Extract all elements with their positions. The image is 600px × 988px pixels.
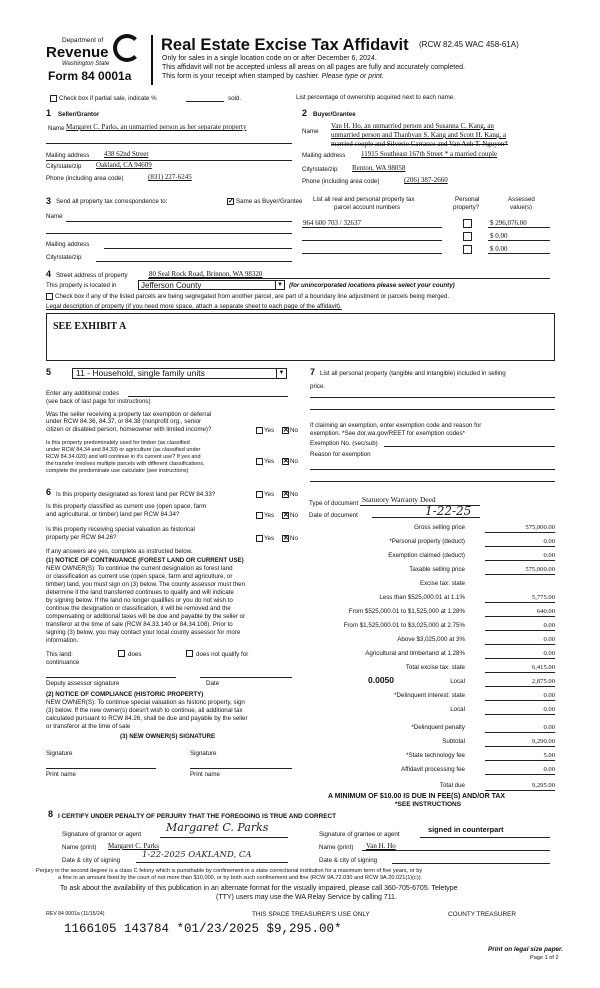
- tax-row: Local 2,875.00: [450, 678, 555, 685]
- seller-name[interactable]: Margaret C. Parks, an unmarried person as her separate property: [66, 123, 247, 131]
- county-treasurer-label: COUNTY TREASURER: [448, 911, 516, 918]
- exemption-reason-label: Reason for exemption: [310, 451, 371, 458]
- tax-row: Total excise tax: state 6,415.00: [405, 664, 555, 671]
- timber-q-2: under RCW 84.34 and 84.33) or agriculture (as classified under: [46, 447, 201, 453]
- tax-value[interactable]: 0.00: [485, 538, 555, 547]
- doc-date-label: Date of document: [309, 512, 358, 519]
- availability-note-2: (TTY) users may use the WA Relay Service by calling 711.: [216, 894, 397, 901]
- personal-checkbox-2[interactable]: [463, 232, 472, 241]
- tax-value[interactable]: 575,000.00: [485, 566, 555, 575]
- notice-1-line-2: timber) land, you must sign on (3) below. The county assessor must then: [46, 581, 246, 588]
- buyer-name-1[interactable]: Van H. Ho, an unmarried person and Susanna C. Kang, an: [331, 122, 494, 130]
- buyer-address[interactable]: 11915 Southeast 167th Street * a married couple: [361, 150, 498, 158]
- tax-value[interactable]: 0.00: [485, 724, 555, 733]
- grantee-date-label: Date & city of signing: [319, 857, 378, 864]
- land-use-select[interactable]: [72, 368, 287, 379]
- personal-checkbox-1[interactable]: [463, 219, 472, 228]
- tax-value[interactable]: 0.00: [485, 622, 555, 631]
- tax-row: Affidavit processing fee 0.00: [401, 766, 555, 773]
- buyer-name-2[interactable]: unmarried person and Thanhvan S. Kang and Scott H. Kang, a: [331, 131, 507, 139]
- header-note-1: Only for sales in a single location code on or after December 6, 2024.: [162, 55, 377, 62]
- notice-2-heading: (2) NOTICE OF COMPLIANCE (HISTORIC PROPERTY): [46, 691, 204, 698]
- personal-property-label-1: List all personal property (tangible and intangible) included in selling: [320, 370, 506, 377]
- tax-value[interactable]: 0.00: [485, 650, 555, 659]
- notice-3-heading: (3) NEW OWNER(S) SIGNATURE: [120, 733, 216, 740]
- page-number: Page 1 of 2: [530, 955, 559, 961]
- notice-2-line-2: calculated pursuant to RCW 84.26, shall be due and payable by the seller: [46, 715, 248, 722]
- exhibit-reference: SEE EXHIBIT A: [53, 321, 127, 332]
- notice-1-line-8: signing (3) below, you may contact your local county assessor for more: [46, 629, 241, 636]
- section-1-number: 1: [46, 108, 52, 118]
- exemption-q-1: Was the seller receiving a property tax exemption or deferral: [46, 411, 212, 418]
- print-name-label-2: Print name: [190, 771, 220, 778]
- tax-row: Less than $525,000.01 at 1.1% 5,775.00: [379, 594, 555, 601]
- partial-sale-checkbox[interactable]: [50, 95, 57, 102]
- tax-value[interactable]: 9,295.00: [485, 782, 555, 791]
- grantor-date-label: Date & city of signing: [62, 857, 121, 864]
- tax-value[interactable]: 5.00: [485, 752, 555, 761]
- land-use-value: 11 - Household, single family units: [76, 368, 205, 378]
- seller-heading: Seller/Grantor: [58, 111, 100, 118]
- tax-row: Exemption claimed (deduct) 0.00: [388, 552, 555, 559]
- tax-row: *Delinquent interest: state 0.00: [394, 692, 555, 699]
- buyer-city-label: City/state/zip: [302, 166, 338, 173]
- yes-label: Yes: [264, 535, 275, 542]
- assessed-value-2[interactable]: $ 0.00: [490, 232, 508, 240]
- yes-label: Yes: [264, 491, 275, 498]
- additional-codes-note: (see back of last page for instructions): [46, 398, 151, 405]
- assessed-header-2: value(s): [510, 204, 533, 211]
- tax-row: Agricultural and timberland at 1.28% 0.00: [365, 650, 555, 657]
- correspondence-label: Send all property tax correspondence to:: [56, 198, 168, 205]
- exemption-yes-checkbox[interactable]: [256, 427, 263, 434]
- notice-1-heading: (1) NOTICE OF CONTINUANCE (FOREST LAND OR CURRENT USE): [46, 557, 244, 564]
- segregation-label: Check box if any of the listed parcels are being segregated from another parcel, are part of a boundary line adjustment or parcels being merged.: [55, 293, 450, 300]
- section-5-number: 5: [46, 367, 52, 377]
- grantee-print-name[interactable]: Van H. Ho: [366, 842, 396, 850]
- personal-header-1: Personal: [455, 196, 480, 203]
- parcels-header-1: List all real and personal property tax: [313, 196, 415, 203]
- no-label: No: [290, 535, 298, 542]
- state-label: Washington State: [62, 61, 110, 67]
- timber-no-checkbox[interactable]: ✕: [283, 458, 289, 465]
- chevron-down-icon: ▼: [276, 369, 286, 378]
- buyer-city[interactable]: Renton, WA 98058: [352, 164, 406, 172]
- county-value: Jefferson County: [141, 281, 202, 290]
- legal-size-note: Print on legal size paper.: [488, 946, 563, 953]
- minimum-fee-note: A MINIMUM OF $10.00 IS DUE IN FEE(S) AND/OR TAX: [328, 793, 506, 800]
- grantor-date-city[interactable]: 1-22-2025 OAKLAND, CA: [142, 850, 252, 860]
- buyer-address-label: Mailing address: [302, 152, 346, 159]
- doc-type[interactable]: Statutory Warranty Deed: [362, 495, 436, 504]
- assessed-value-1[interactable]: $ 296,076.00: [490, 219, 527, 227]
- same-as-buyer-checkbox[interactable]: ✓: [228, 198, 234, 205]
- county-label: This property is located in: [46, 282, 117, 289]
- revenue-logo-text: Revenue: [46, 44, 109, 61]
- tax-row: From $525,000.01 to $1,525,000 at 1.28% 640.00: [348, 608, 555, 615]
- forest-q: Is this property designated as forest land per RCW 84.33?: [56, 491, 216, 498]
- deputy-date-label: Date: [206, 680, 220, 687]
- tax-row: Subtotal 9,290.00: [442, 738, 555, 745]
- current-use-q-1: Is this property classified as current use (open space, farm: [46, 503, 207, 510]
- minimum-fee-instructions: *SEE INSTRUCTIONS: [395, 801, 462, 808]
- segregation-checkbox[interactable]: [46, 293, 53, 300]
- partial-sale-label: Check box if partial sale, indicate %: [59, 95, 157, 102]
- exemption-claim-1: If claiming an exemption, enter exemption code and reason for: [310, 422, 482, 429]
- notice-2-line-3: or transferor at the time of sale: [46, 723, 131, 730]
- tax-value[interactable]: 575,000.00: [485, 524, 555, 533]
- seller-phone-label: Phone (including area code): [46, 175, 124, 182]
- tax-value[interactable]: 640.00: [485, 608, 555, 617]
- buyer-name-3[interactable]: married couple and Silverio Carrasco and Van Anh T. Nguyen*: [331, 140, 508, 148]
- exemption-claim-2: exemption. *See dor.wa.gov/REET for exemption codes*: [310, 430, 466, 437]
- notice-2-line-0: NEW OWNER(S): To continue special valuation as historic property, sign: [46, 699, 245, 706]
- grantee-print-label: Name (print): [319, 844, 354, 851]
- print-name-label-1: Print name: [46, 771, 76, 778]
- logo-icon: [113, 34, 141, 62]
- section-8-number: 8: [48, 809, 54, 819]
- yes-label: Yes: [264, 458, 275, 465]
- historic-q-2: property per RCW 84.26?: [46, 534, 117, 541]
- seller-city[interactable]: Oakland, CA 94609: [96, 161, 152, 169]
- tax-value[interactable]: 0.00: [485, 636, 555, 645]
- personal-header-2: property?: [453, 204, 480, 211]
- timber-q-4: the transfer involves multiple parcels with different classifications,: [46, 461, 205, 467]
- current-use-yes-checkbox[interactable]: [256, 512, 263, 519]
- notice-1-line-9: information.: [46, 637, 79, 644]
- no-label: No: [290, 512, 298, 519]
- exemption-no-checkbox[interactable]: ✕: [283, 427, 289, 434]
- no-label: No: [290, 491, 298, 498]
- grantor-print-name[interactable]: Margaret C. Parks: [108, 842, 159, 850]
- tax-row: *State technology fee 5.00: [406, 752, 555, 759]
- notice-1-line-1: or classification as current use (open space, farm and agriculture, or: [46, 573, 233, 580]
- buyer-name-label: Name: [302, 128, 319, 135]
- form-number: Form 84 0001a: [48, 69, 132, 83]
- timber-q-5: complete the predominate use calculator (see instructions): [46, 468, 189, 474]
- county-note: (for unincorporated locations please select your county): [289, 282, 455, 289]
- does-checkbox[interactable]: [118, 650, 125, 657]
- exemption-q-2: under RCW 84.36, 84.37, or 84.38 (nonprofit org., senior: [46, 418, 202, 425]
- tax-row: Gross selling price 575,000.00: [414, 524, 555, 531]
- historic-q-1: Is this property receiving special valuation as historical: [46, 526, 195, 533]
- seller-city-label: City/state/zip: [46, 163, 82, 170]
- forest-no-checkbox[interactable]: ✕: [283, 491, 289, 498]
- revision-label: REV 84 0001a (11/15/24): [46, 911, 105, 917]
- notice-1-line-4: by signing below. If the land no longer qualifies or you do not wish to: [46, 597, 233, 604]
- buyer-phone[interactable]: (206) 387-2660: [404, 176, 448, 184]
- section-2-number: 2: [302, 108, 308, 118]
- grantor-signature-label: Signature of grantor or agent: [62, 831, 142, 838]
- parcel-acct-1[interactable]: 964 600 703 / 32637: [303, 219, 361, 227]
- continuance-label: continuance: [46, 659, 80, 666]
- notice-2-line-1: (3) below. If the new owner(s) doesn't wish to continue, all additional tax: [46, 707, 243, 714]
- chevron-down-icon: ▼: [275, 281, 284, 289]
- doc-date[interactable]: 1-22-25: [425, 504, 472, 518]
- header-note-2: This affidavit will not be accepted unless all areas on all pages are fully and accurately completed.: [162, 64, 465, 71]
- parcels-header-2: parcel account numbers: [334, 204, 401, 211]
- current-use-no-checkbox[interactable]: ✕: [283, 512, 289, 519]
- assessed-value-3[interactable]: $ 0.00: [490, 245, 508, 253]
- deputy-signature-label: Deputy assessor signature: [46, 680, 120, 687]
- assessed-header-1: Assessed: [508, 196, 535, 203]
- tax-value[interactable]: 0.00: [485, 552, 555, 561]
- same-as-buyer-label: Same as Buyer/Grantee: [236, 198, 303, 205]
- tax-row: Total due 9,295.00: [439, 782, 555, 789]
- section-3-number: 3: [46, 196, 52, 206]
- timber-q-3: RCW 84.34.020) and will continue in it's current use? If yes and: [46, 454, 201, 460]
- seller-address-label: Mailing address: [46, 152, 90, 159]
- does-label: does: [128, 651, 142, 658]
- timber-q-1: Is this property predominately used for timber (as classified: [46, 440, 190, 446]
- tax-value[interactable]: 2,875.00: [485, 678, 555, 687]
- tax-row: *Personal property (deduct) 0.00: [389, 538, 555, 545]
- tax-row: Above $3,025,000 at 3% 0.00: [397, 636, 555, 643]
- exemption-no-label: Exemption No. (sec/sub): [310, 440, 378, 447]
- sold-label: sold.: [228, 95, 242, 102]
- notice-1-line-6: compensating or additional taxes will be due and payable by the seller or: [46, 613, 246, 620]
- notice-1-line-3: determine if the land transferred continues to qualify and will indicate: [46, 589, 234, 596]
- correspondence-city-label: City/state/zip: [46, 254, 82, 261]
- grantee-signature-label: Signature of grantee or agent: [319, 831, 400, 838]
- tax-row: From $1,525,000.01 to $3,025,000 at 2.75% 0.00: [343, 622, 555, 629]
- no-label: No: [290, 427, 298, 434]
- grantor-print-label: Name (print): [62, 844, 97, 851]
- tax-value[interactable]: 9,290.00: [485, 738, 555, 747]
- exemption-q-3: citizen or disabled person, homeowner with limited income)?: [46, 426, 212, 433]
- personal-property-label-2: price.: [310, 383, 326, 390]
- grantor-signature[interactable]: Margaret C. Parks: [166, 821, 269, 834]
- yes-label: Yes: [264, 427, 275, 434]
- legal-description-label: Legal description of property (if you need more space, attach a separate sheet to each page of the affidavit).: [46, 303, 342, 310]
- yes-label: Yes: [264, 512, 275, 519]
- no-label: No: [290, 458, 298, 465]
- forest-yes-checkbox[interactable]: [256, 491, 263, 498]
- form-title: Real Estate Excise Tax Affidavit: [161, 36, 409, 54]
- correspondence-address-label: Mailing address: [46, 241, 90, 248]
- new-owner-sig-label-1: Signature: [46, 750, 73, 757]
- this-land-label: This land:: [46, 651, 73, 658]
- header-divider: [151, 35, 153, 85]
- tax-value[interactable]: 0.00: [485, 692, 555, 701]
- new-owner-sig-label-2: Signature: [190, 750, 217, 757]
- personal-checkbox-3[interactable]: [463, 245, 472, 254]
- does-not-label: does not qualify for: [196, 651, 249, 658]
- timber-yes-checkbox[interactable]: [256, 458, 263, 465]
- ownership-note: List percentage of ownership acquired next to each name.: [296, 94, 455, 101]
- availability-note-1: To ask about the availability of this publication in an alternate format for the visually impaired, please call 360-705-6705. Teletype: [60, 885, 458, 892]
- perjury-note-2: a fine in an amount fixed by the court of not more than $10,000, or by both such confinement and fine (RCW 9A.72.030 and RCW 9A.20.021(1)(c)).: [58, 875, 423, 881]
- does-not-checkbox[interactable]: [186, 650, 193, 657]
- county-select[interactable]: [138, 280, 285, 290]
- certify-statement: I CERTIFY UNDER PENALTY OF PERJURY THAT THE FOREGOING IS TRUE AND CORRECT: [58, 813, 337, 820]
- tax-value[interactable]: 0.00: [485, 706, 555, 715]
- if-yes-note: If any answers are yes, complete as instructed below.: [46, 548, 193, 555]
- buyer-phone-label: Phone (including area code): [302, 178, 380, 185]
- dept-label: Department of: [62, 37, 104, 44]
- section-7-number: 7: [310, 367, 316, 377]
- header-note-3: This form is your receipt when stamped by cashier. Please type or print.: [162, 73, 384, 80]
- historic-yes-checkbox[interactable]: [256, 535, 263, 542]
- notice-1-line-5: continue the designation or classification, it will be removed and the: [46, 605, 231, 612]
- cashier-stamp: 1166105 143784 *01/23/2025 $9,295.00*: [64, 922, 342, 936]
- current-use-q-2: and agricultural, or timber) land per RCW 84.34?: [46, 511, 180, 518]
- notice-1-line-0: NEW OWNER(S): To continue the current designation as forest land: [46, 565, 233, 572]
- historic-no-checkbox[interactable]: ✕: [283, 535, 289, 542]
- tax-value[interactable]: 6,415.00: [485, 664, 555, 673]
- buyer-heading: Buyer/Grantee: [313, 111, 356, 118]
- tax-row: *Delinquent penalty 0.00: [411, 724, 555, 731]
- notice-1-line-7: transferor at the time of sale (RCW 84.33.140 or 84.34.108). Prior to: [46, 621, 233, 628]
- grantee-signature[interactable]: signed in counterpart: [428, 825, 504, 834]
- form-citation: (RCW 82.45 WAC 458-61A): [419, 40, 519, 49]
- section-4-number: 4: [46, 269, 52, 279]
- seller-name-label: Name: [48, 125, 65, 132]
- seller-phone[interactable]: (831) 227-6245: [148, 173, 192, 181]
- seller-address[interactable]: 438 62nd Street: [104, 150, 149, 158]
- tax-value[interactable]: 0.00: [485, 766, 555, 775]
- tax-row: Excise tax: state: [419, 580, 465, 587]
- additional-codes-label: Enter any additional codes: [46, 390, 119, 397]
- local-rate: 0.0050: [368, 675, 394, 685]
- section-6-number: 6: [46, 487, 52, 497]
- correspondence-name-label: Name: [46, 213, 63, 220]
- tax-row: Local 0.00: [450, 706, 555, 713]
- street-address[interactable]: 80 Seal Rock Road, Brinnon, WA 98320: [149, 270, 263, 278]
- tax-row: Taxable selling price 575,000.00: [409, 566, 555, 573]
- treasurer-space-label: THIS SPACE TREASURER'S USE ONLY: [252, 911, 370, 918]
- perjury-note-1: Perjury in the second degree is a class C felony which is punishable by confinement in a state correctional institution for a maximum term of five years, or by: [36, 868, 423, 874]
- street-label: Street address of property: [56, 272, 128, 279]
- tax-value[interactable]: 5,775.00: [485, 594, 555, 603]
- doc-type-label: Type of document: [309, 500, 359, 507]
